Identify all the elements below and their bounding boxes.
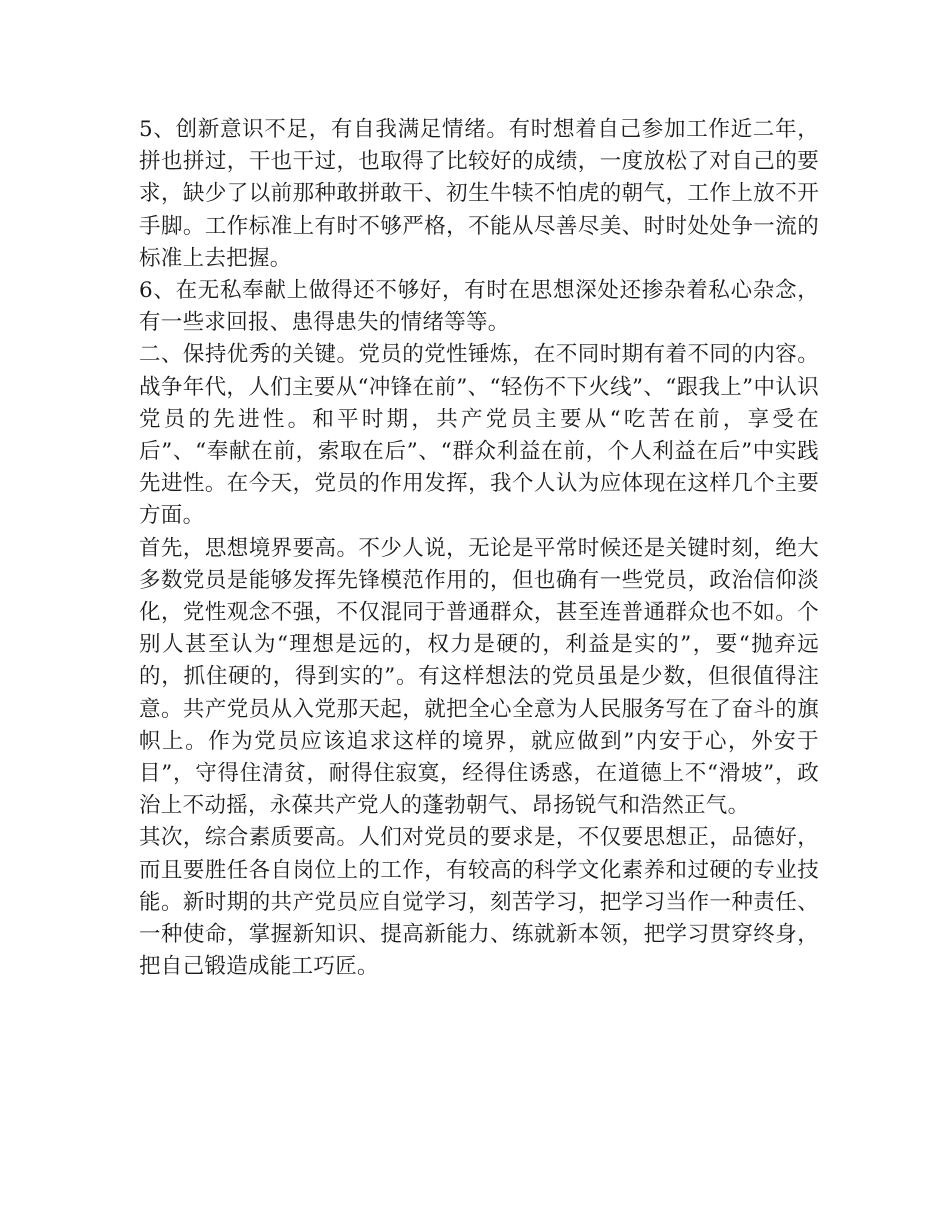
paragraph-innovation: 5、创新意识不足，有自我满足情绪。有时想着自己参加工作近二年，拼也拼过，干也干过，也取得了比较好的成绩，一度放松了对自己的要求，缺少了以前那种敢拼敢干、初生牛犊不怕虎的朝气，工作上放不开手脚。工作标准上有时不够严格，不能从尽善尽美、时时处处争一流的标准上去把握。 bbox=[139, 117, 819, 271]
paragraph-ideological-realm: 首先，思想境界要高。不少人说，无论是平常时候还是关键时刻，绝大多数党员是能够发挥先锋模范作用的，但也确有一些党员，政治信仰淡化，党性观念不强，不仅混同于普通群众，甚至连普通群众也不如。个别人甚至认为“理想是远的，权力是硬的，利益是实的”，要“抛弃远的，抓住硬的，得到实的”。有这样想法的党员虽是少数，但很值得注意。共产党员从入党那天起，就把全心全意为人民服务写在了奋斗的旗帜上。作为党员应该追求这样的境界，就应做到”内安于心，外安于目”，守得住清贫，耐得住寂寞，经得住诱惑，在道德上不“滑坡”，政治上不动摇，永葆共产党人的蓬勃朝气、昂扬锐气和浩然正气。 bbox=[139, 535, 819, 819]
paragraph-dedication: 6、在无私奉献上做得还不够好，有时在思想深处还掺杂着私心杂念，有一些求回报、患得患失的情绪等等。 bbox=[139, 278, 819, 336]
paragraph-overall-quality: 其次，综合素质要高。人们对党员的要求是，不仅要思想正，品德好，而且要胜任各自岗位上的工作，有较高的科学文化素养和过硬的专业技能。新时期的共产党员应自觉学习，刻苦学习，把学习当作一种责任、一种使命，掌握新知识、提高新能力、练就新本领，把学习贯穿终身，把自己锻造成能工巧匠。 bbox=[139, 825, 819, 980]
paragraph-key-to-excellence: 二、保持优秀的关键。党员的党性锤炼，在不同时期有着不同的内容。战争年代，人们主要从“冲锋在前”、“轻伤不下火线”、“跟我上”中认识党员的先进性。和平时期，共产党员主要从“吃苦在前，享受在后”、“奉献在前，索取在后”、“群众利益在前，个人利益在后”中实践先进性。在今天，党员的作用发挥，我个人认为应体现在这样几个主要方面。 bbox=[139, 342, 819, 529]
document-body bbox=[139, 114, 819, 983]
